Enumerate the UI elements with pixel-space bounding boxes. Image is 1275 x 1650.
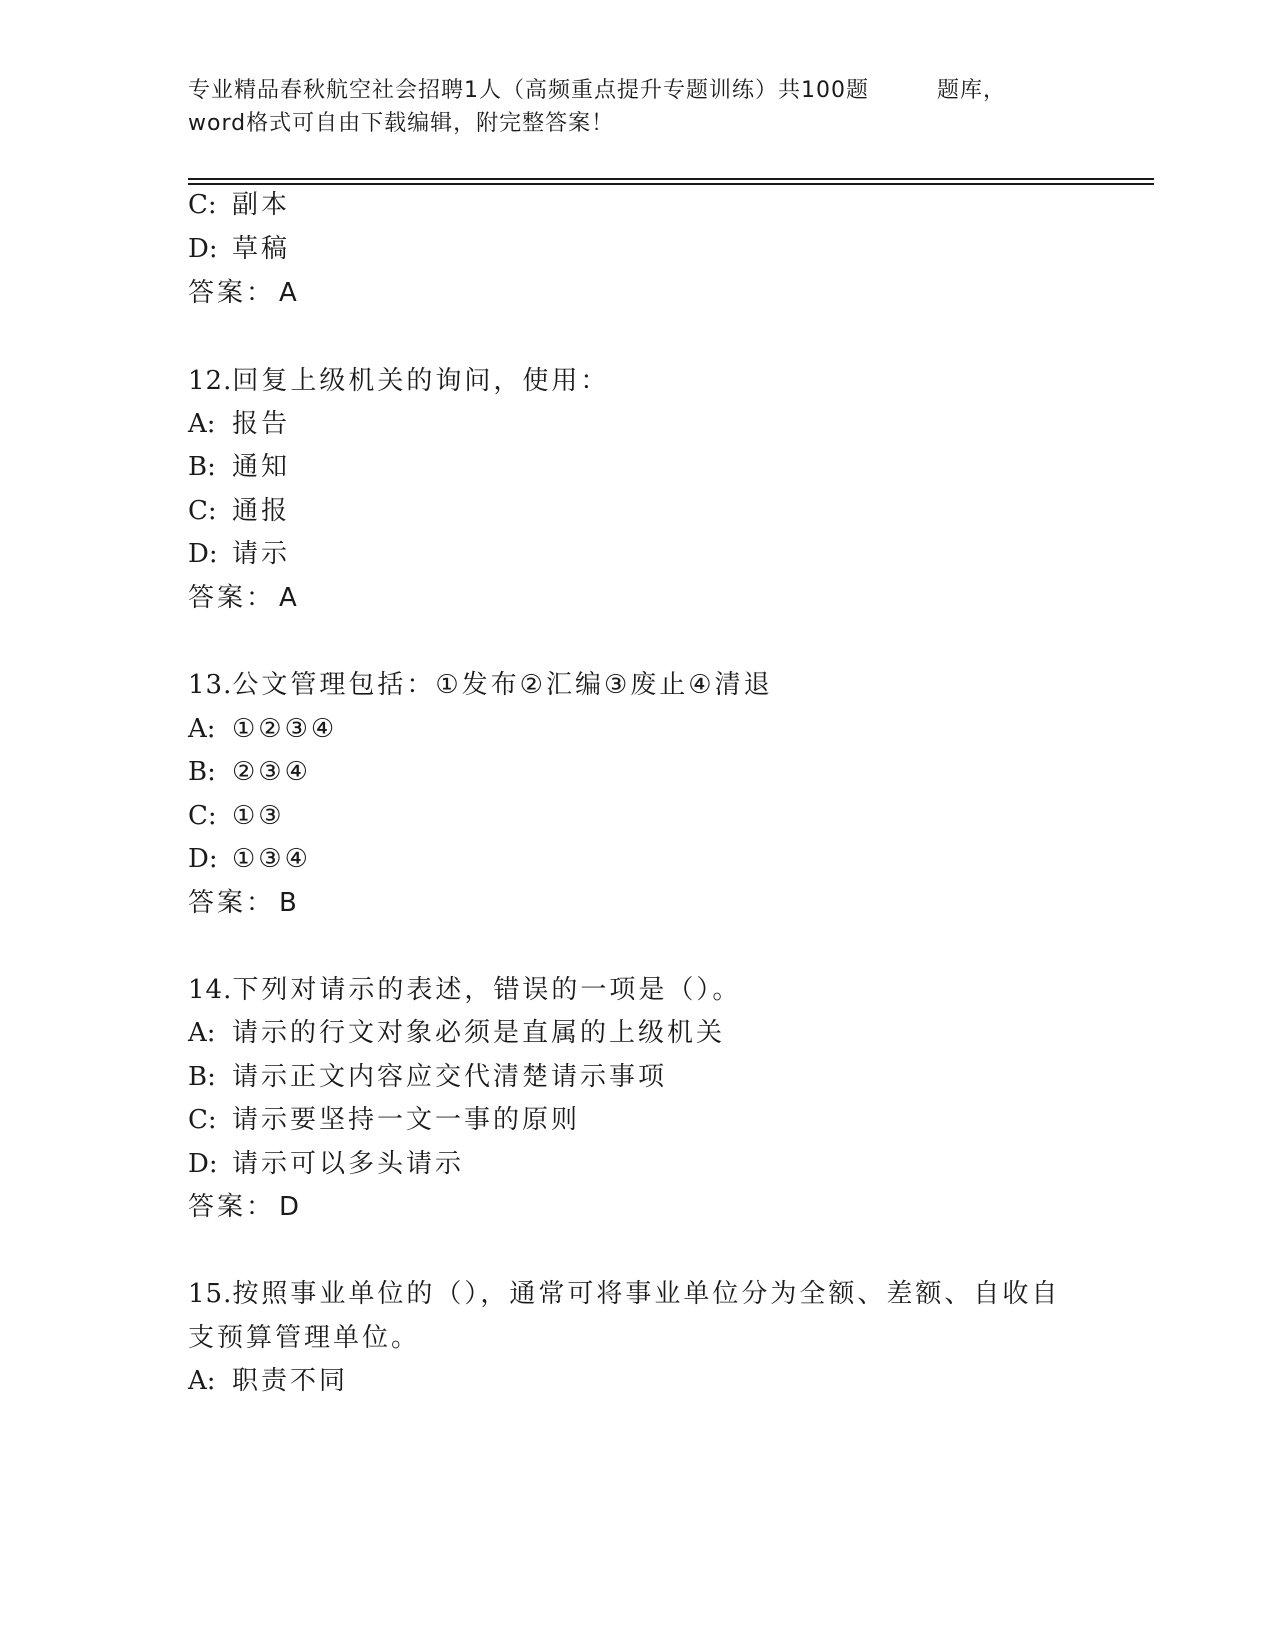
answer-prefix: 答案： xyxy=(188,1192,276,1222)
option-label: B: xyxy=(188,1062,216,1092)
header-rule-top xyxy=(188,178,1154,180)
option-label: C: xyxy=(188,1105,217,1135)
q13-option-a xyxy=(188,712,337,746)
option-text: 副本 xyxy=(232,190,291,220)
q12-answer xyxy=(188,581,297,615)
question-number: 13. xyxy=(188,670,233,700)
q13-stem xyxy=(188,668,773,702)
option-text: 请示的行文对象必须是直属的上级机关 xyxy=(232,1018,726,1048)
option-label: B: xyxy=(188,452,216,482)
question-text: 按照事业单位的（），通常可将事业单位分为全额、差额、自收自 xyxy=(232,1279,1061,1309)
answer-prefix: 答案： xyxy=(188,583,276,613)
q12-stem xyxy=(188,364,609,398)
option-text: ②③④ xyxy=(232,757,311,787)
q11-option-c xyxy=(188,188,290,222)
q13-option-b xyxy=(188,755,311,789)
answer-key: A xyxy=(279,278,297,308)
option-label: D: xyxy=(188,539,218,569)
q15-stem-line1 xyxy=(188,1277,1060,1311)
option-text: 草稿 xyxy=(232,234,291,264)
header-subtitle: word格式可自由下载编辑，附完整答案！ xyxy=(188,111,615,136)
header-rule-bottom xyxy=(188,183,1154,185)
q14-answer xyxy=(188,1190,299,1224)
question-number: 15. xyxy=(188,1279,233,1309)
q12-option-c xyxy=(188,494,290,528)
answer-prefix: 答案： xyxy=(188,278,276,308)
q11-answer xyxy=(188,276,297,310)
option-label: D: xyxy=(188,1149,218,1179)
option-text: 请示正文内容应交代清楚请示事项 xyxy=(232,1062,668,1092)
option-text: 职责不同 xyxy=(232,1366,349,1396)
option-label: A: xyxy=(188,1018,216,1048)
answer-key: B xyxy=(279,888,297,918)
option-text: ①②③④ xyxy=(232,714,338,744)
page-header xyxy=(188,74,1088,140)
header-title-tail: 题库， xyxy=(937,78,1007,103)
option-label: D: xyxy=(188,234,218,264)
option-label: A: xyxy=(188,409,216,439)
question-text: 回复上级机关的询问，使用： xyxy=(232,366,610,396)
answer-prefix: 答案： xyxy=(188,888,276,918)
option-label: C: xyxy=(188,801,217,831)
q12-option-d xyxy=(188,537,290,571)
option-label: B: xyxy=(188,757,216,787)
q15-stem-line2 xyxy=(188,1321,420,1355)
option-text: 通知 xyxy=(232,452,291,482)
header-title: 专业精品春秋航空社会招聘1人（高频重点提升专题训练）共100题 xyxy=(188,78,869,103)
q14-option-d xyxy=(188,1147,464,1181)
q14-option-a xyxy=(188,1016,725,1050)
option-text: 报告 xyxy=(232,409,291,439)
option-label: A: xyxy=(188,714,216,744)
q13-option-d xyxy=(188,842,311,876)
question-number: 14. xyxy=(188,975,233,1005)
q12-option-b xyxy=(188,450,290,484)
question-text: 下列对请示的表述，错误的一项是（）。 xyxy=(232,975,742,1005)
q14-option-b xyxy=(188,1060,667,1094)
question-text-continued: 支预算管理单位。 xyxy=(188,1323,421,1353)
option-text: ①③ xyxy=(232,801,285,831)
option-label: C: xyxy=(188,496,217,526)
header-title-line xyxy=(188,74,1088,107)
answer-key: A xyxy=(279,583,297,613)
option-text: 通报 xyxy=(232,496,291,526)
q11-option-d xyxy=(188,232,290,266)
option-text: 请示 xyxy=(232,539,291,569)
option-label: D: xyxy=(188,844,218,874)
q14-stem xyxy=(188,973,741,1007)
q12-option-a xyxy=(188,407,290,441)
q14-option-c xyxy=(188,1103,580,1137)
answer-key: D xyxy=(279,1192,300,1222)
q15-option-a xyxy=(188,1364,348,1398)
q13-option-c xyxy=(188,799,285,833)
option-label: C: xyxy=(188,190,217,220)
option-text: 请示要坚持一文一事的原则 xyxy=(232,1105,581,1135)
option-label: A: xyxy=(188,1366,216,1396)
question-number: 12. xyxy=(188,366,233,396)
option-text: 请示可以多头请示 xyxy=(232,1149,465,1179)
question-text: 公文管理包括：①发布②汇编③废止④清退 xyxy=(232,670,773,700)
option-text: ①③④ xyxy=(232,844,311,874)
q13-answer xyxy=(188,886,297,920)
